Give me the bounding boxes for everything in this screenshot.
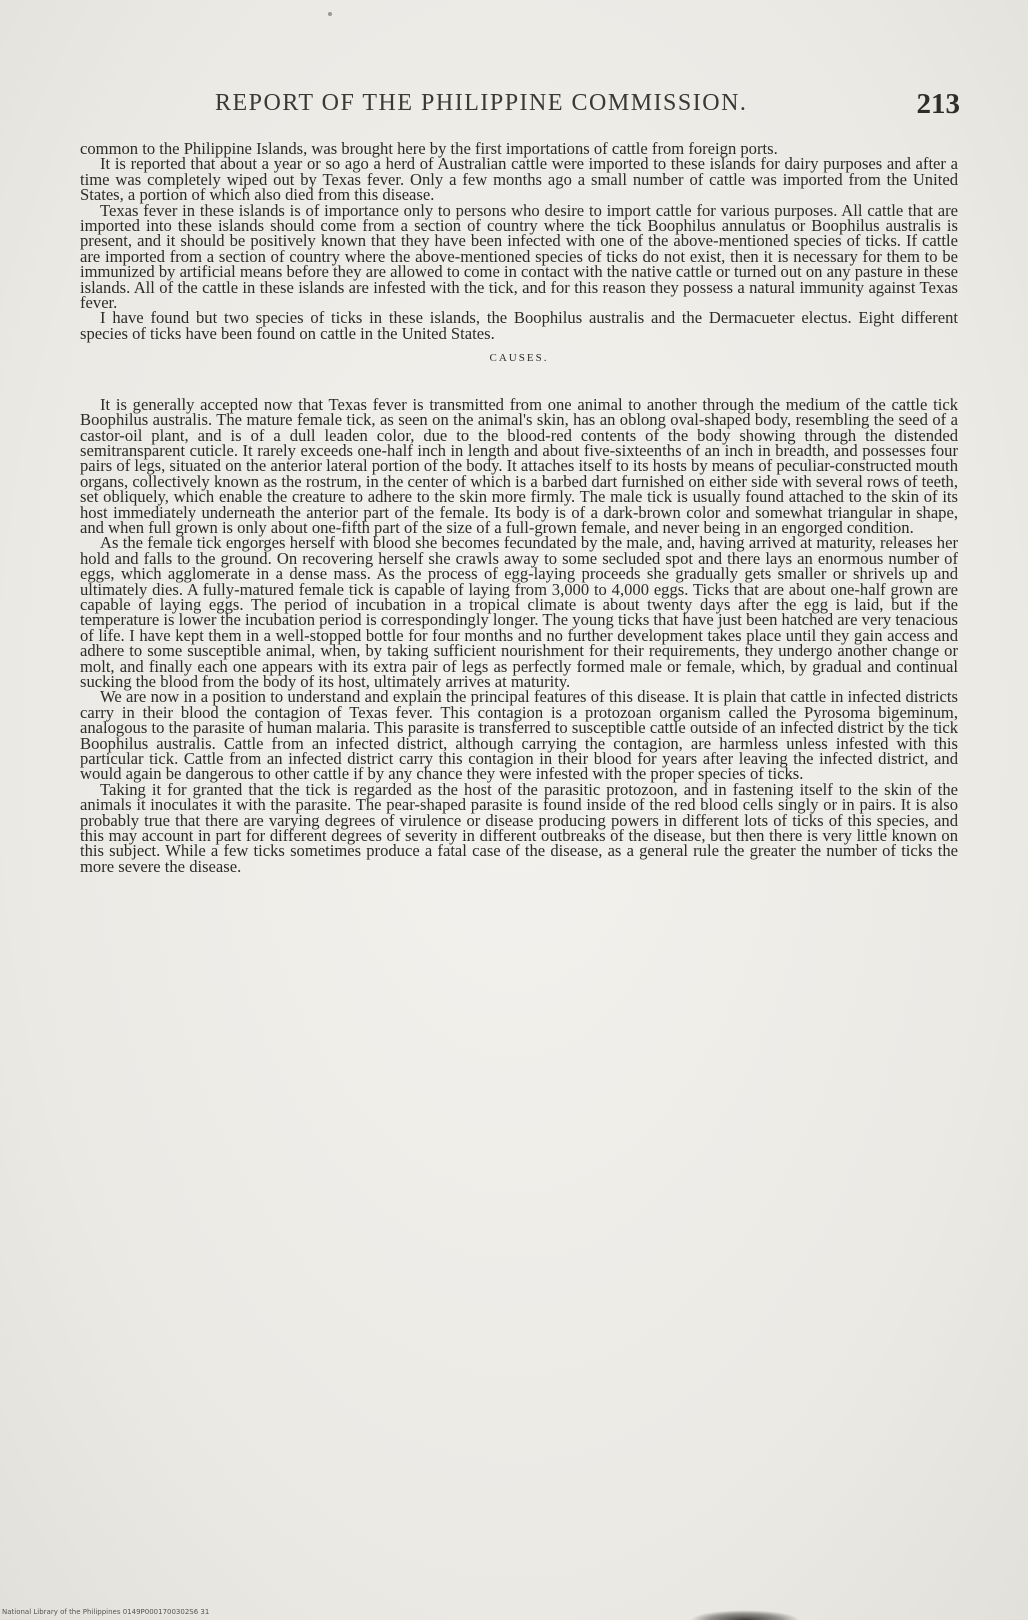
- page-number: 213: [916, 88, 960, 120]
- scan-speck: [328, 12, 332, 16]
- section-heading: CAUSES.: [489, 352, 549, 365]
- paragraph-3: Texas fever in these islands is of importance only to persons who desire to import cattle for various purposes. All cattle that are imported into these islands should come from a section of country where the tick Boophilus annulatus or Boophilus australis is present, and it should be positively known that they have been infected with one of the above-mentioned species of ticks. If cattle are imported from a section of country where the above-mentioned species of ticks do not exist, then it is necessary for them to be immunized by artificial means before they are allowed to come in contact with the native cattle or turned out on any pasture in these islands. All of the cattle in these islands are infested with the tick, and for this reason they possess a natural immunity against Texas fever.: [80, 200, 958, 313]
- paragraph-5: It is generally accepted now that Texas fever is transmitted from one animal to another through the medium of the cattle tick Boophilus australis. The mature female tick, as seen on the animal's skin, has an oblong oval-shaped body, resembling the seed of a castor-oil plant, and is of a dull leaden color, due to the blood-red contents of the body showing through the distended semitransparent cuticle. It rarely exceeds one-half inch in length and about five-sixteenths of an inch in breadth, and possesses four pairs of legs, situated on the anterior lateral portion of the body. It attaches itself to its hosts by means of peculiar-constructed mouth organs, collectively known as the rostrum, in the center of which is a barbed dart furnished on either side with several rows of teeth, set obliquely, which enable the creature to adhere to the skin more firmly. The male tick is usually found attached to the skin of its host immediately underneath the anterior part of the female. Its body is of a dark-brown color and somewhat triangular in shape, and when full grown is only about one-fifth part of the size of a full-grown female, and never being in an engorged condition.: [80, 394, 958, 537]
- running-head: REPORT OF THE PHILIPPINE COMMISSION.: [215, 90, 748, 116]
- library-footer: National Library of the Philippines 0149P0001700302S6 31: [2, 1608, 210, 1616]
- scan-bleed-mark: [690, 1610, 800, 1620]
- paragraph-2: It is reported that about a year or so ago a herd of Australian cattle were imported to these islands for dairy purposes and after a time was completely wiped out by Texas fever. Only a few months ago a small number of cattle was imported from the United States, a portion of which also died from this disease.: [80, 154, 958, 205]
- paragraph-1: common to the Philippine Islands, was brought here by the first importations of cattle from foreign ports.: [80, 139, 778, 158]
- paragraph-8: Taking it for granted that the tick is regarded as the host of the parasitic protozoon, and in fastening itself to the skin of the animals it inoculates it with the parasite. The pear-shaped parasite is found inside of the red blood cells singly or in pairs. It is also probably true that there are varying degrees of virulence or disease producing powers in different lots of ticks of this species, and this may account in part for different degrees of severity in different outbreaks of the disease, but then there is very little known on this subject. While a few ticks sometimes produce a fatal case of the disease, as a general rule the greater the number of ticks the more severe the disease.: [80, 779, 958, 876]
- body-text: [80, 141, 958, 874]
- paragraph-4: I have found but two species of ticks in these islands, the Boophilus australis and the Dermacueter electus. Eight different species of ticks have been found on cattle in the United States.: [80, 308, 958, 343]
- paragraph-6: As the female tick engorges herself with blood she becomes fecundated by the male, and, having arrived at maturity, releases her hold and falls to the ground. On recovering herself she crawls away to some secluded spot and there lays an enormous number of eggs, which agglomerate in a dense mass. As the process of egg-laying proceeds she gradually gets smaller or shrivels up and ultimately dies. A fully-matured female tick is capable of laying from 3,000 to 4,000 eggs. Ticks that are about one-half grown are capable of laying eggs. The period of incubation in a tropical climate is about twenty days after the egg is laid, but if the temperature is lower the incubation period is correspondingly longer. The young ticks that have just been hatched are very tenacious of life. I have kept them in a well-stopped bottle for four months and no further development takes place until they gain access and adhere to some susceptible animal, when, by taking sufficient nourishment for their requirements, they undergo another change or molt, and finally each one appears with its extra pair of legs as perfectly formed male or female, which, by gradual and continual sucking the blood from the body of its host, ultimately arrives at maturity.: [80, 533, 958, 691]
- paragraph-7: We are now in a position to understand and explain the principal features of this disease. It is plain that cattle in infected districts carry in their blood the contagion of Texas fever. This contagion is a protozoan organism called the Pyrosoma bigeminum, analogous to the parasite of human malaria. This parasite is transferred to susceptible cattle outside of an infected district by the tick Boophilus australis. Cattle from an infected district, although carrying the contagion, are harmless unless infested with this particular tick. Cattle from an infected district carry this contagion in their blood for years after leaving the infected district, and would again be dangerous to other cattle if by any chance they were infested with the proper species of ticks.: [80, 687, 958, 784]
- page-header: [80, 88, 960, 124]
